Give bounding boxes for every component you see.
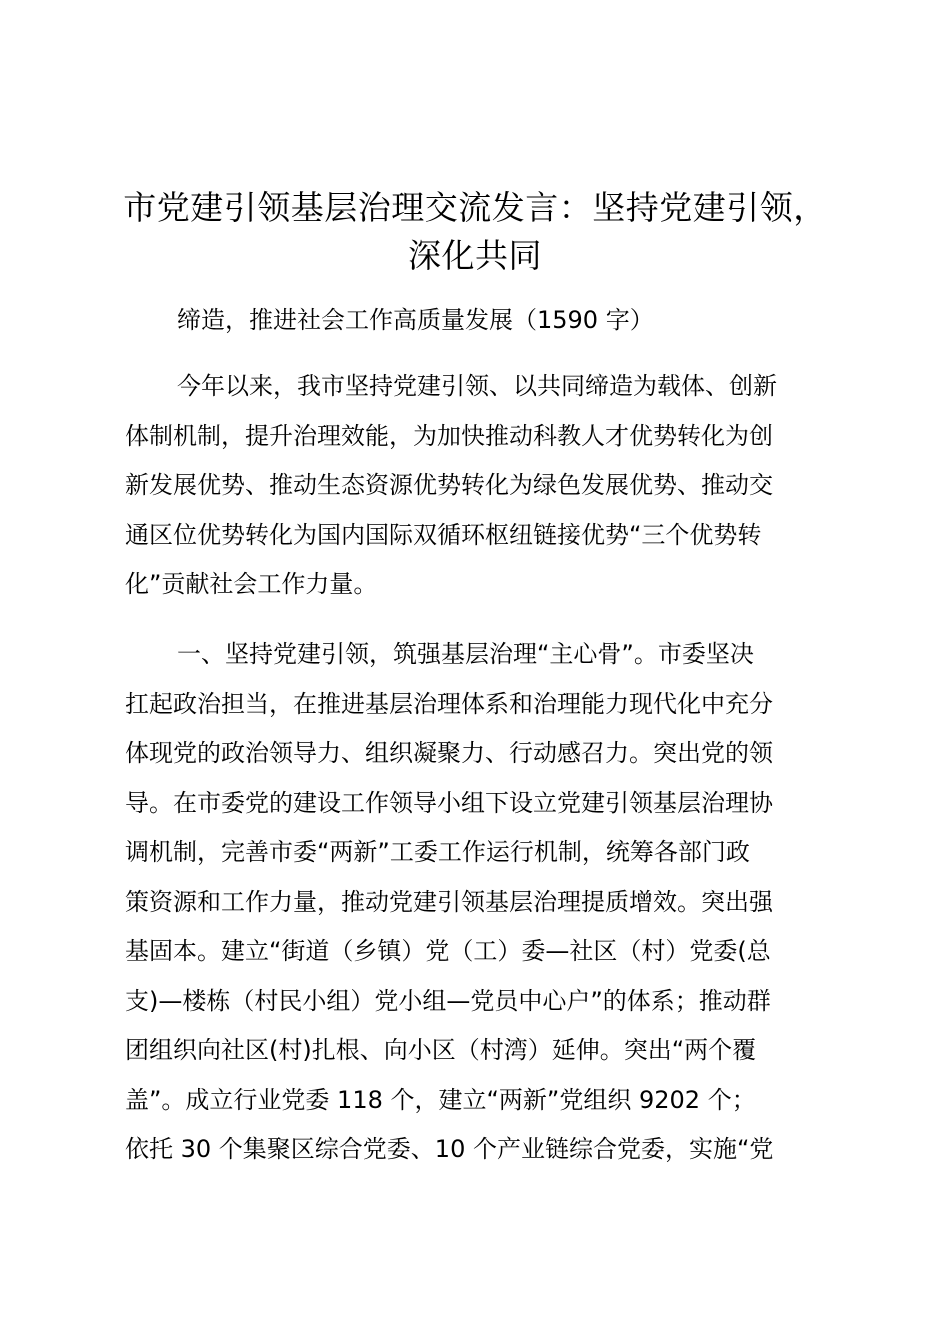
- paragraph-line: 今年以来，我市坚持党建引领、以共同缔造为载体、创新: [177, 372, 777, 400]
- paragraph-line: 依托 30 个集聚区综合党委、10 个产业链综合党委，实施“党: [125, 1135, 774, 1163]
- paragraph-line: 体制机制，提升治理效能，为加快推动科教人才优势转化为创: [125, 421, 773, 450]
- title-line: 市党建引领基层治理交流发言：坚持党建引领，: [123, 188, 827, 227]
- paragraph-section-one: [125, 630, 835, 1175]
- paragraph-line: 盖”。成立行业党委 118 个，建立“两新”党组织 9202 个；: [125, 1085, 756, 1114]
- paragraph-line: 导。在市委党的建设工作领导小组下设立党建引领基层治理协: [125, 788, 773, 817]
- paragraph-line: 体现党的政治领导力、组织凝聚力、行动感召力。突出党的领: [125, 739, 773, 767]
- document-subtitle: 缔造，推进社会工作高质量发展（1590 字）: [177, 306, 654, 334]
- paragraph-line: 团组织向社区(村)扎根、向小区（村湾）延伸。突出“两个覆: [125, 1036, 757, 1064]
- paragraph-intro: [125, 362, 835, 610]
- title-line: 深化共同: [408, 236, 542, 275]
- paragraph-line: 支)—楼栋（村民小组）党小组—党员中心户”的体系；推动群: [125, 986, 771, 1015]
- paragraph-line: 化”贡献社会工作力量。: [125, 570, 378, 598]
- paragraph-line: 基固本。建立“街道（乡镇）党（工）委—社区（村）党委(总: [125, 937, 771, 965]
- paragraph-line: 调机制，完善市委“两新”工委工作运行机制，统筹各部门政: [125, 838, 750, 866]
- paragraph-line: 一、坚持党建引领，筑强基层治理“主心骨”。市委坚决: [177, 640, 754, 668]
- document-title: [100, 184, 850, 280]
- paragraph-line: 策资源和工作力量，推动党建引领基层治理提质增效。突出强: [125, 887, 773, 916]
- paragraph-line: 新发展优势、推动生态资源优势转化为绿色发展优势、推动交: [125, 471, 773, 499]
- paragraph-line: 扛起政治担当，在推进基层治理体系和治理能力现代化中充分: [125, 689, 773, 718]
- paragraph-line: 通区位优势转化为国内国际双循环枢纽链接优势“三个优势转: [125, 520, 762, 549]
